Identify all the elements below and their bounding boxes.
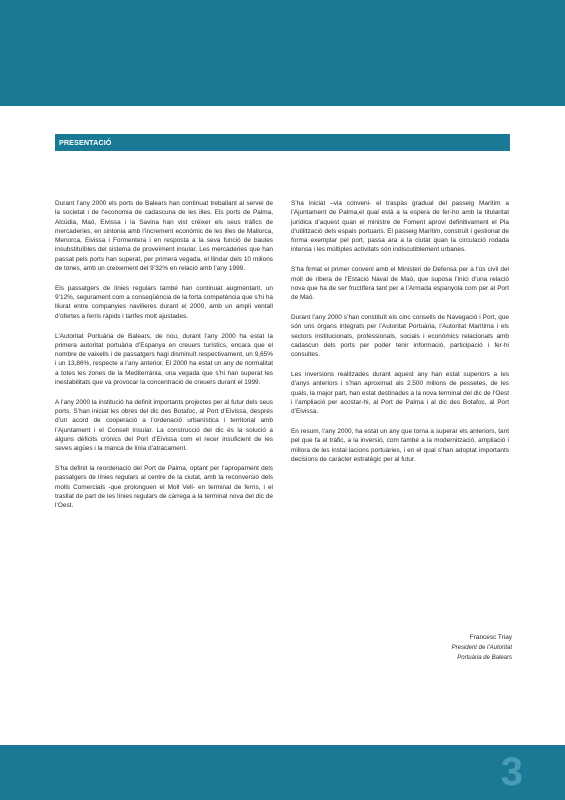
paragraph: S’ha firmat el primer conveni amb el Ministeri de Defensa per a l’ús civil del moll de ribera de l’Estació Naval de Maó, que suposa l’inici d’una relació nova que ha de ser fructífera tant per a l’Armada espanyola com per al Port de Maó. bbox=[291, 266, 509, 302]
left-text-column bbox=[55, 199, 273, 521]
paragraph: Durant l’any 2000 s’han constituït els cinc consells de Navegació i Port, que són uns òrgans integrats per l’Autoritat Portuària, l’Autoritat Marítima i els sectors institucionals, professionals, socials i econòmics relacionats amb cadascun dels ports per poder tenir informació, participació i fer-hi consultes. bbox=[291, 313, 509, 359]
paragraph: L’Autoritat Portuària de Balears, de nou, durant l’any 2000 ha estat la primera autoritat portuària d’Espanya en creuers turístics, encara que el nombre de vaixells i de passatgers hagi disminuït respectivament, un 9,65% i un 13,86%, respecte a l’any anterior. El 2000 ha estat un any de normalitat a totes les zones de la Mediterrània, una vegada que s’hi han superat les inestabilitats que va provocar la concentració de creuers durant el 1999. bbox=[55, 332, 273, 387]
signature-block bbox=[380, 633, 512, 663]
paragraph: Els passatgers de línies regulars també han continuat augmentant, un 9’12%, segurament com a conseqüència de la forta competència que s’hi ha lliurat entre companyies navilieres durant el 2000, amb un ampli ventall d’ofertes a ferris ràpids i tarifes molt ajustades. bbox=[55, 284, 273, 320]
paragraph: Durant l’any 2000 els ports de Balears han continuat treballant al servei de la societat i de l’economia de cadascuna de les illes. Els ports de Palma, Alcúdia, Maó, Eivissa i la Savina han vist créixer els seus tràfics de mercaderies, en sintonia amb l’increment econòmic de les illes de Mallorca, Menorca, Eivissa i Formentera i en resposta a la seva funció de baules insubstituïbles del sistema de proveïment insular. Les mercaderies que han passat pels ports han superat, per primera vegada, el llindar dels 10 milions de tones, amb un creixement del 9’32% en relació amb l’any 1999. bbox=[55, 200, 273, 273]
top-color-band bbox=[0, 0, 565, 106]
signatory-role-line2: Portuària de Balears bbox=[457, 655, 512, 661]
right-text-column bbox=[291, 199, 509, 475]
page-number: 3 bbox=[500, 750, 523, 794]
bottom-color-band bbox=[0, 745, 565, 800]
signatory-role-line1: President de l’Autoritat bbox=[451, 645, 512, 651]
paragraph: A l’any 2000 la institució ha definit importants projectes per al futur dels seus ports. S’han iniciat les obres del dic des Botafoc, al Port d’Eivissa, després d’un acord de cooperació a l’ordenació urbanística i territorial amb l’Ajuntament i el Consell Insular. La construcció del dic és la solució a alguns dèficits crònics del Port d’Eivissa com el recer insuficient de les seves aigües i la manca de línia d’atracament. bbox=[55, 398, 273, 453]
signatory-name: Francesc Triay bbox=[469, 634, 512, 641]
section-title: PRESENTACIÓ bbox=[55, 134, 510, 151]
paragraph: S’ha definit la reordenació del Port de Palma, optant per l’apropament dels passatgers de línies regulars al centre de la ciutat, amb la reconversió dels molls Comercials -que prolonguen el Moll Vell- en terminal de ferris, i el trasllat de part de les línies regulars de càrrega a la terminal nova del dic de l’Oest. bbox=[55, 465, 273, 510]
paragraph: En resum, l’any 2000, ha estat un any que torna a superar els anteriors, tant pel que fa al tràfic, a la inversió, com també a la modernització, ampliació i millora de les instal·lacions portuàries, i en el qual s’han adoptat importants decisions de caràcter estratègic per al futur. bbox=[291, 427, 509, 463]
paragraph: S’ha iniciat –via conveni- el traspàs gradual del passeig Marítim a l’Ajuntament de Palma,el qual està a la espera de fer-ho amb la titularitat jurídica d’aquest quan el ministre de Foment aprovi definitivament el Pla d’utilització dels espais portuaris. El passeig Marítim, construït i gestionat de forma exemplar pel port, passa ara a la ciutat quan la circulació rodada intensa i les múltiples activitats són indiscutiblement urbanes. bbox=[291, 200, 509, 254]
paragraph: Les inversions realitzades durant aquest any han estat superiors a les d’anys anteriors i s’han aproximat als 2.500 milions de pessetes, de les quals, la major part, han estat destinades a la nova terminal del dic de l’Oest i l’ampliació per acostar-hi, al Port de Palma i al dic des Botafoc, al Port d’Eivissa. bbox=[291, 370, 509, 416]
